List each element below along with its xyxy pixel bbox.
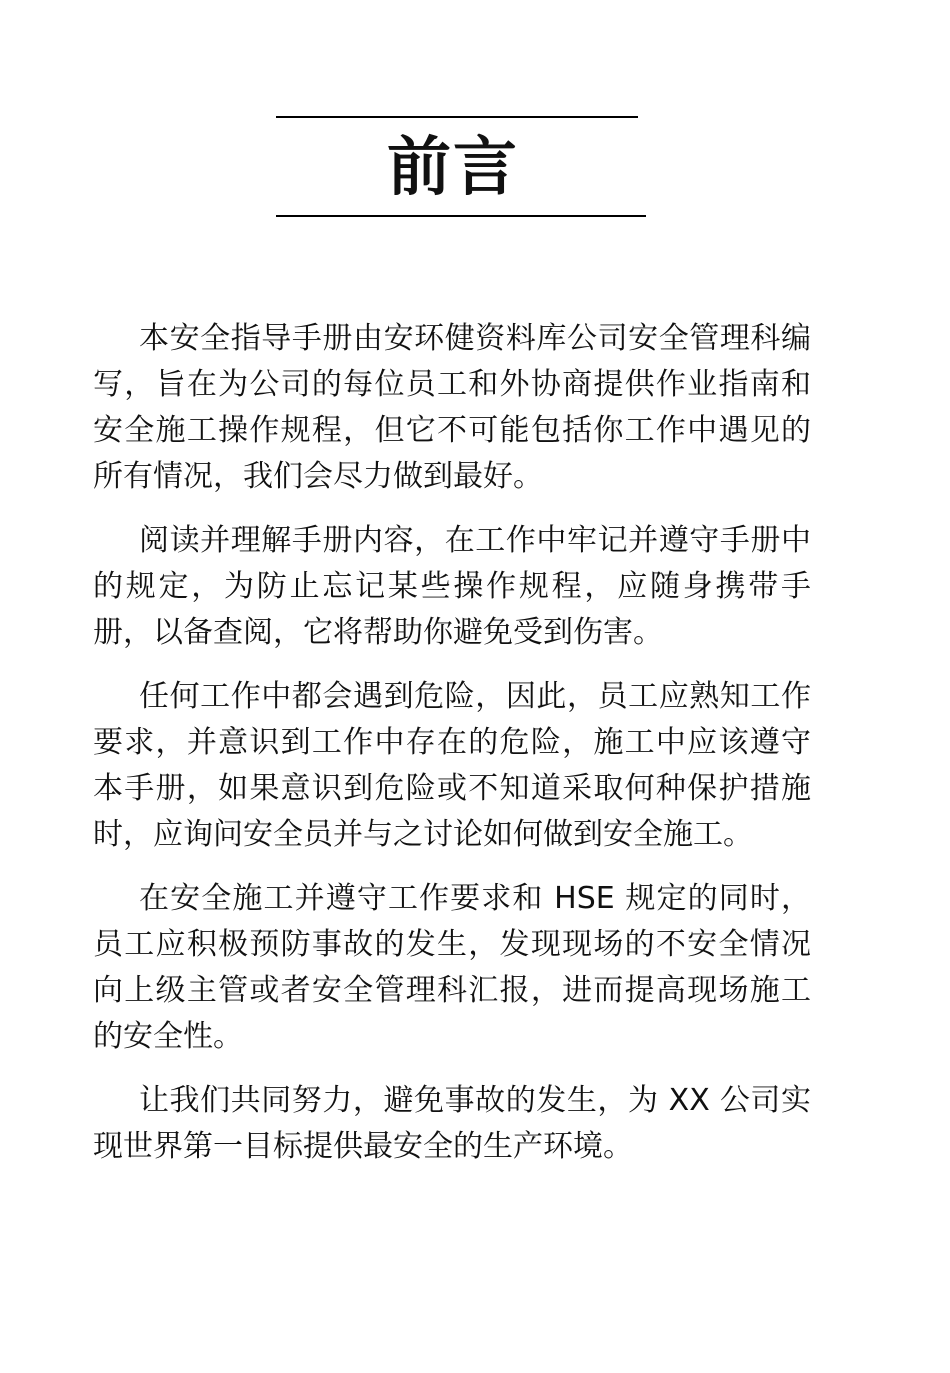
paragraph-3: 任何工作中都会遇到危险，因此，员工应熟知工作要求，并意识到工作中存在的危险，施工中应该遵守本手册，如果意识到危险或不知道采取何种保护措施时，应询问安全员并与之讨论如何做到安全施工。 bbox=[93, 679, 811, 852]
paragraph-5: 让我们共同努力，避免事故的发生，为 XX 公司实现世界第一目标提供最安全的生产环境。 bbox=[93, 1083, 811, 1164]
paragraph-2: 阅读并理解手册内容，在工作中牢记并遵守手册中的规定，为防止忘记某些操作规程，应随身携带手册，以备查阅，它将帮助你避免受到伤害。 bbox=[93, 523, 811, 650]
title-bottom-rule bbox=[276, 215, 646, 217]
paragraph-1: 本安全指导手册由安环健资料库公司安全管理科编写，旨在为公司的每位员工和外协商提供作业指南和安全施工操作规程，但它不可能包括你工作中遇见的所有情况，我们会尽力做到最好。 bbox=[93, 321, 811, 494]
paragraph-4: 在安全施工并遵守工作要求和 HSE 规定的同时，员工应积极预防事故的发生，发现现场的不安全情况向上级主管或者安全管理科汇报，进而提高现场施工的安全性。 bbox=[93, 881, 811, 1054]
preface-body bbox=[93, 316, 811, 1188]
page-title: 前言 bbox=[387, 131, 519, 205]
title-top-rule bbox=[276, 116, 638, 118]
